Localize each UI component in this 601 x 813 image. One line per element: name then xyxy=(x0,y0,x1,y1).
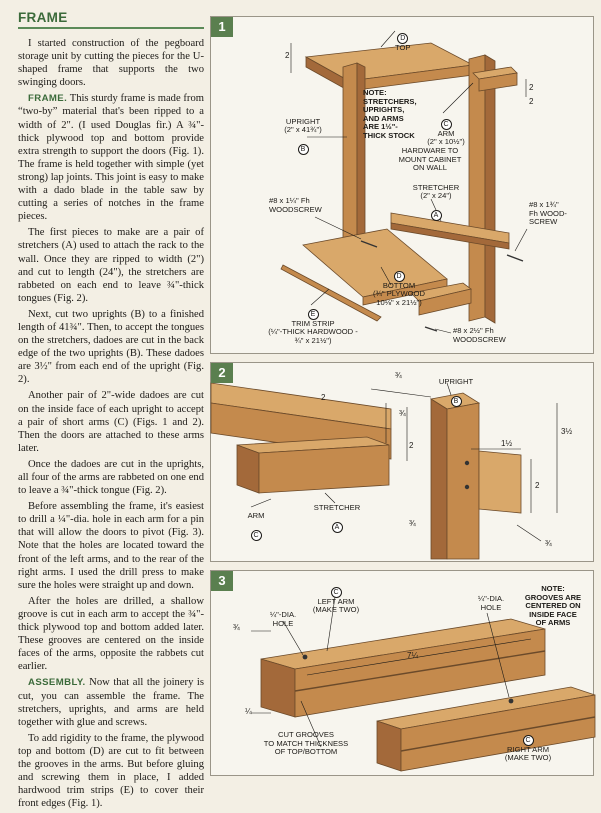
upright-label: UPRIGHT B xyxy=(438,376,474,405)
dimension-label: 2 xyxy=(409,441,414,450)
section-heading: FRAME xyxy=(18,10,204,29)
dimension-label: 2 xyxy=(529,83,534,92)
article-paragraph xyxy=(18,732,204,811)
top-label: D TOP xyxy=(395,34,411,52)
dimension-label: ¼ xyxy=(245,707,252,716)
part-letter: C xyxy=(523,735,534,746)
stretcher-label: STRETCHER (2" x 24") A xyxy=(412,182,460,220)
article-paragraph xyxy=(18,676,204,728)
dimension-label: ¾ xyxy=(233,623,240,632)
screw-icon xyxy=(465,461,469,465)
upright-left xyxy=(343,63,357,249)
article-paragraph xyxy=(18,500,204,592)
bottom-label: D BOTTOM (¾" PLYWOOD 10⅛" x 21½") xyxy=(373,272,425,307)
article-body xyxy=(18,37,204,810)
paragraph-text: The first pieces to make are a pair of stretchers (A) used to attach the rack to the wall. Once they are ripped to width (2") and cut to length (24"), the stretchers are rabbeted on each end to leave ¾"-thick tongues (Fig. 2). xyxy=(18,227,204,304)
screw-label-right: #8 x 1¾" Fh WOOD- SCREW xyxy=(529,200,567,227)
paragraph-text: This sturdy frame is made from “two-by” material that's been ripped to a width of 2". (I used Douglas fir.) A ¾"-thick plywood top and bottom provide extra strength to support the doors (Fig. 1). The frame is held together with simple (yet strong) lap joints. This joint is easy to make with a dado blade in the table saw by cutting a series of notches in the frame pieces. xyxy=(18,93,204,223)
part-letter: D xyxy=(394,271,405,282)
left-arm-label: C LEFT ARM (MAKE TWO) xyxy=(312,588,360,615)
hardware-label: HARDWARE TO MOUNT CABINET ON WALL xyxy=(398,146,462,173)
dimension-label: 1½ xyxy=(501,439,513,448)
part-letter: C xyxy=(441,119,452,130)
dimension-label: 3½ xyxy=(561,427,573,436)
part-letter: A xyxy=(332,522,343,533)
paragraph-text: Before assembling the frame, it's easiest to drill a ¼"-dia. hole in each arm for a pin that will allow the doors to pivot (Fig. 3). Note that the holes are located toward the front of the left arms, and to the rear of the right arms. I used the drill press to make sure the holes were straight up and down. xyxy=(18,501,204,591)
dimension-label: ¾ xyxy=(409,519,416,528)
dimension-label: 7¼ xyxy=(407,651,419,660)
paragraph-text: I started construction of the pegboard storage unit by cutting the pieces for the U-shaped frame that supports the two swinging doors. xyxy=(18,38,204,89)
arm-label: ARM C xyxy=(247,510,265,539)
paragraph-text: After the holes are drilled, a shallow groove is cut in each arm to accept the ¾"-thick plywood top and bottom added later. These grooves are centered on the inside faces of the arms, opposite the rabbets cut earlier. xyxy=(18,595,204,673)
article-paragraph xyxy=(18,458,204,497)
figure-2 xyxy=(210,362,594,562)
stretcher-label: STRETCHER A xyxy=(313,502,361,531)
paragraph-text: Once the dadoes are cut in the uprights, all four of the arms are rabbeted on one end to leave a ¾"-thick tongue (Fig. 2). xyxy=(18,458,204,497)
paragraph-lead: FRAME. xyxy=(28,93,68,105)
article-paragraph xyxy=(18,92,204,223)
article-paragraph xyxy=(18,595,204,674)
part-letter: D xyxy=(397,33,408,44)
arm-label: C ARM (2" x 10½") xyxy=(427,120,465,147)
screw-icon xyxy=(465,485,469,489)
right-arm-label: C RIGHT ARM (MAKE TWO) xyxy=(504,736,552,763)
figure-3-number: 3 xyxy=(211,571,233,591)
part-letter: C xyxy=(251,530,262,541)
dimension-label: 2 xyxy=(529,97,534,106)
part-letter: C xyxy=(331,587,342,598)
upright-label: UPRIGHT (2" x 41¾") B xyxy=(284,116,322,154)
screw-icon xyxy=(507,255,523,261)
dimension-label: ¾ xyxy=(399,409,406,418)
paragraph-text: Next, cut two uprights (B) to a finished length of 41¾". Then, to accept the tongues on the stretchers, dadoes are cut in the back edge of the two uprights (B). These dadoes are 3½" from each end of the upright (Fig. 2). xyxy=(18,308,204,386)
hole-label-left: ¼"-DIA. HOLE xyxy=(269,610,297,628)
upright-right xyxy=(469,55,485,321)
part-letter: A xyxy=(431,210,442,221)
screw-label-left: #8 x 1¼" Fh WOODSCREW xyxy=(269,196,322,214)
dimension-label: 2 xyxy=(321,393,326,402)
part-letter: B xyxy=(298,144,309,155)
hole-icon xyxy=(303,655,308,660)
article-paragraph xyxy=(18,308,204,387)
dimension-label: ¾ xyxy=(395,371,402,380)
screw-label-bottom: #8 x 2½" Fh WOODSCREW xyxy=(453,326,506,344)
figure-3 xyxy=(210,570,594,776)
figure-1 xyxy=(210,16,594,354)
figure-2-number: 2 xyxy=(211,363,233,383)
paragraph-lead: ASSEMBLY. xyxy=(28,677,86,689)
hole-icon xyxy=(509,699,514,704)
hole-label-right: ¼"-DIA. HOLE xyxy=(477,594,505,612)
article-paragraph xyxy=(18,226,204,305)
part-letter: E xyxy=(308,309,319,320)
figure-1-number: 1 xyxy=(211,17,233,37)
paragraph-text: To add rigidity to the frame, the plywood top and bottom (D) are cut to fit between the grooves in the arms. But before gluing and screwing them in place, I added hardwood trim strips (E) to cover their front edges (Fig. 1). xyxy=(18,732,204,810)
article-column xyxy=(18,10,204,813)
trim-strip-label: E TRIM STRIP (¼"-THICK HARDWOOD - ¾" x 21½") xyxy=(268,310,358,345)
groove-label: CUT GROOVES TO MATCH THICKNESS OF TOP/BOTTOM xyxy=(263,730,349,757)
note-label: NOTE: GROOVES ARE CENTERED ON INSIDE FACE OF ARMS xyxy=(524,584,582,628)
paragraph-text: Another pair of 2"-wide dadoes are cut on the inside face of each upright to accept a pair of short arms (C) (Figs. 1 and 2). Then the doors are attached to these arms later. xyxy=(18,390,204,454)
note-label: NOTE: STRETCHERS, UPRIGHTS, AND ARMS ARE 1½"- THICK STOCK xyxy=(363,88,417,140)
paragraph-text: Now that all the joinery is cut, you can assemble the frame. The stretchers, uprights, and arms are held together with glue and screws. xyxy=(18,677,204,728)
article-paragraph xyxy=(18,37,204,89)
dimension-label: 2 xyxy=(285,51,290,60)
article-paragraph xyxy=(18,389,204,454)
dimension-label: ¾ xyxy=(545,539,552,548)
part-letter: B xyxy=(451,396,462,407)
dimension-label: 2 xyxy=(535,481,540,490)
